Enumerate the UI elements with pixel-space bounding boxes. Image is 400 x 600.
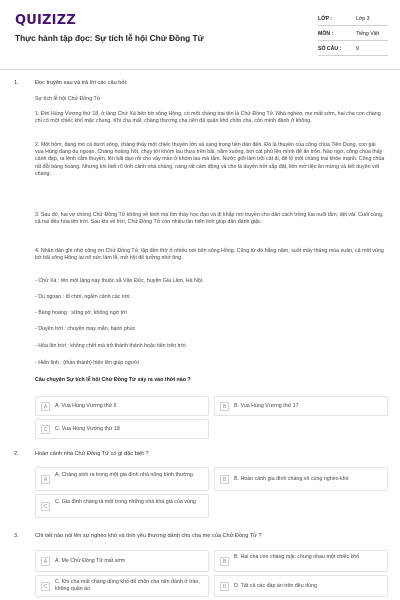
- story-paragraph-3: 3. Sau đó, hai vợ chồng Chử Đồng Tử không về kinh mà tìm thầy học đạo và đi khắp nơi truyền cho dân cách trồng lúa nuôi tằm, dệt vải. Cuối cùng, cả hai đều hóa lên trời. Sau khi về trời, Chử Đồng Tử còn nhiều lần hiển linh giúp dân đánh giặc.: [35, 212, 384, 226]
- question-number: 2.: [14, 451, 19, 457]
- option-letter: D: [220, 582, 229, 591]
- question-prompt: Hoàn cảnh nhà Chử Đồng Tử có gì đặc biệt ?: [35, 451, 149, 457]
- answer-option-a[interactable]: [35, 467, 209, 491]
- option-letter: A: [41, 557, 50, 566]
- count-label: SỐ CÂU :: [318, 46, 342, 52]
- subject-value: Tiếng Việt: [356, 31, 380, 37]
- answer-option-c[interactable]: [35, 419, 209, 439]
- glossary-item: - Hóa lên trời : không chết mà trở thành thánh hoặc tiên trên trời.: [35, 343, 188, 349]
- story-title: Sự tích lễ hội Chử Đồng Tử: [35, 96, 101, 102]
- answer-option-a[interactable]: [35, 396, 209, 416]
- option-letter: B: [220, 402, 229, 411]
- meta-divider: [318, 40, 388, 41]
- story-paragraph-4: 4. Nhân dân ghi nhớ công ơn Chử Đồng Tử, lập đền thờ ở nhiều nơi bên sông Hồng. Cũng từ đó hằng năm, suốt mấy tháng mùa xuân, cả một vùng bờ bãi sông Hồng lại nô nức làm lễ, mở hội để tưởng nhớ ông.: [35, 248, 384, 262]
- glossary-item: - Du ngoạn : đi chơi, ngắm cảnh các nơi.: [35, 294, 131, 300]
- option-text: A. Vua Hùng Vương thứ 6: [55, 403, 117, 409]
- option-text: B. Hoàn cảnh gia đình chàng vô cùng nghèo khó: [234, 476, 349, 482]
- option-text: D. Tất cả các đáp án trên đều đúng: [234, 583, 317, 589]
- story-paragraph-1: 1. Đời Hùng Vương thứ 18, ở làng Chử Xá bên bờ sông Hồng, có một chàng trai tên là Chử Đồng Tử. Nhà nghèo, mẹ mất sớm, hai cha con chàng chỉ có một chiếc khố mặc chung. Khi cha mất, chàng thương cha nên đã quấn khố chôn cha, còn mình đành ở không.: [35, 111, 381, 125]
- answer-option-c[interactable]: [35, 575, 209, 597]
- worksheet-title: Thực hành tập đọc: Sự tích lễ hội Chử Đồng Tử: [15, 33, 204, 43]
- meta-divider: [318, 25, 388, 26]
- glossary-item: - Bàng hoàng : sững sờ, không ngờ tới: [35, 310, 127, 316]
- answer-option-d[interactable]: [214, 575, 388, 597]
- option-letter: B: [220, 475, 229, 484]
- option-text: B. Vua Hùng Vương thứ 17: [234, 403, 299, 409]
- glossary-item: - Duyên trời : chuyện may mắn, hạnh phúc: [35, 326, 136, 332]
- option-text: C. Vua Hùng Vương thứ 18: [55, 426, 120, 432]
- option-letter: C: [41, 502, 50, 511]
- quizizz-logo: QUIZIZZ: [15, 13, 76, 28]
- class-value: Lớp 3: [356, 16, 370, 22]
- meta-divider: [318, 55, 388, 56]
- answer-option-b[interactable]: [214, 396, 388, 416]
- question-prompt: Chi tiết nào nói lên sự nghèo khó và tình yêu thương dành cho cha mẹ của Chử Đồng Tử ?: [35, 533, 262, 539]
- option-letter: B: [220, 557, 229, 566]
- question-instruction: Đọc truyện sau và trả lời các câu hỏi:: [35, 80, 128, 86]
- subject-label: MÔN :: [318, 31, 334, 37]
- option-text: A. Chàng sinh ra trong một gia đình nhà nông bình thường: [55, 472, 193, 478]
- question-prompt: Câu chuyện Sự tích lễ hội Chử Đồng Tử xảy ra vào thời nào ?: [35, 377, 191, 383]
- answer-option-c[interactable]: [35, 494, 209, 518]
- answer-option-a[interactable]: [35, 550, 209, 572]
- worksheet-header: [0, 0, 400, 70]
- question-number: 3.: [14, 533, 19, 539]
- glossary-item: - Chử Xá : tên một làng nay thuộc xã Văn Đức, huyện Gia Lâm, Hà Nội.: [35, 278, 204, 284]
- story-paragraph-2: 2. Một hôm, đang mò cá dưới sông, chàng thấy một chiếc thuyền lớn và sang trọng tiến dần đến. Đó là thuyền của công chúa Tiên Dung, con gái vua Hùng đang du ngoạn. Chàng hoảng hốt, chạy tới khóm lau thưa trên bãi, nằm xuống, bới cát phủ lên mình để ẩn trốn. Nào ngờ, công chúa thấy cảnh đẹp, ra lệnh cắm thuyền, lên bãi dạo rồi cho vây màn ở khóm lau mà tắm. Nước giội làm trôi cát đi, để lộ một chàng trai khỏe mạnh. Công chúa rất đỗi bàng hoàng. Nhưng khi biết rõ tình cảnh nhà chàng, nàng rất cảm động và cho là duyên trời sắp đặt, liền mở tiệc ăn mừng và kết duyên với chàng.: [35, 142, 385, 177]
- option-text: C. Khi cha mất chàng dùng khố để chôn cha nên đành ở trần, không quần áo: [55, 579, 200, 592]
- class-label: LỚP :: [318, 16, 333, 22]
- header-divider: [0, 69, 400, 70]
- count-value: 9: [356, 46, 359, 52]
- option-letter: C: [41, 425, 50, 434]
- question-number: 1.: [14, 80, 19, 86]
- option-letter: A: [41, 475, 50, 484]
- answer-option-b[interactable]: [214, 550, 388, 572]
- option-text: B. Hai cha con chàng mặc chung nhau một chiếc khố: [234, 554, 360, 560]
- option-text: A. Mẹ Chử Đồng Tử mất sớm: [55, 558, 126, 564]
- answer-option-b[interactable]: [214, 467, 388, 491]
- option-letter: C: [41, 582, 50, 591]
- option-letter: A: [41, 402, 50, 411]
- glossary-item: - Hiển linh : (thần thánh) hiện lên giúp người: [35, 360, 139, 366]
- option-text: C. Gia đình chàng là một trong những nhà khá giả của vùng: [55, 499, 196, 505]
